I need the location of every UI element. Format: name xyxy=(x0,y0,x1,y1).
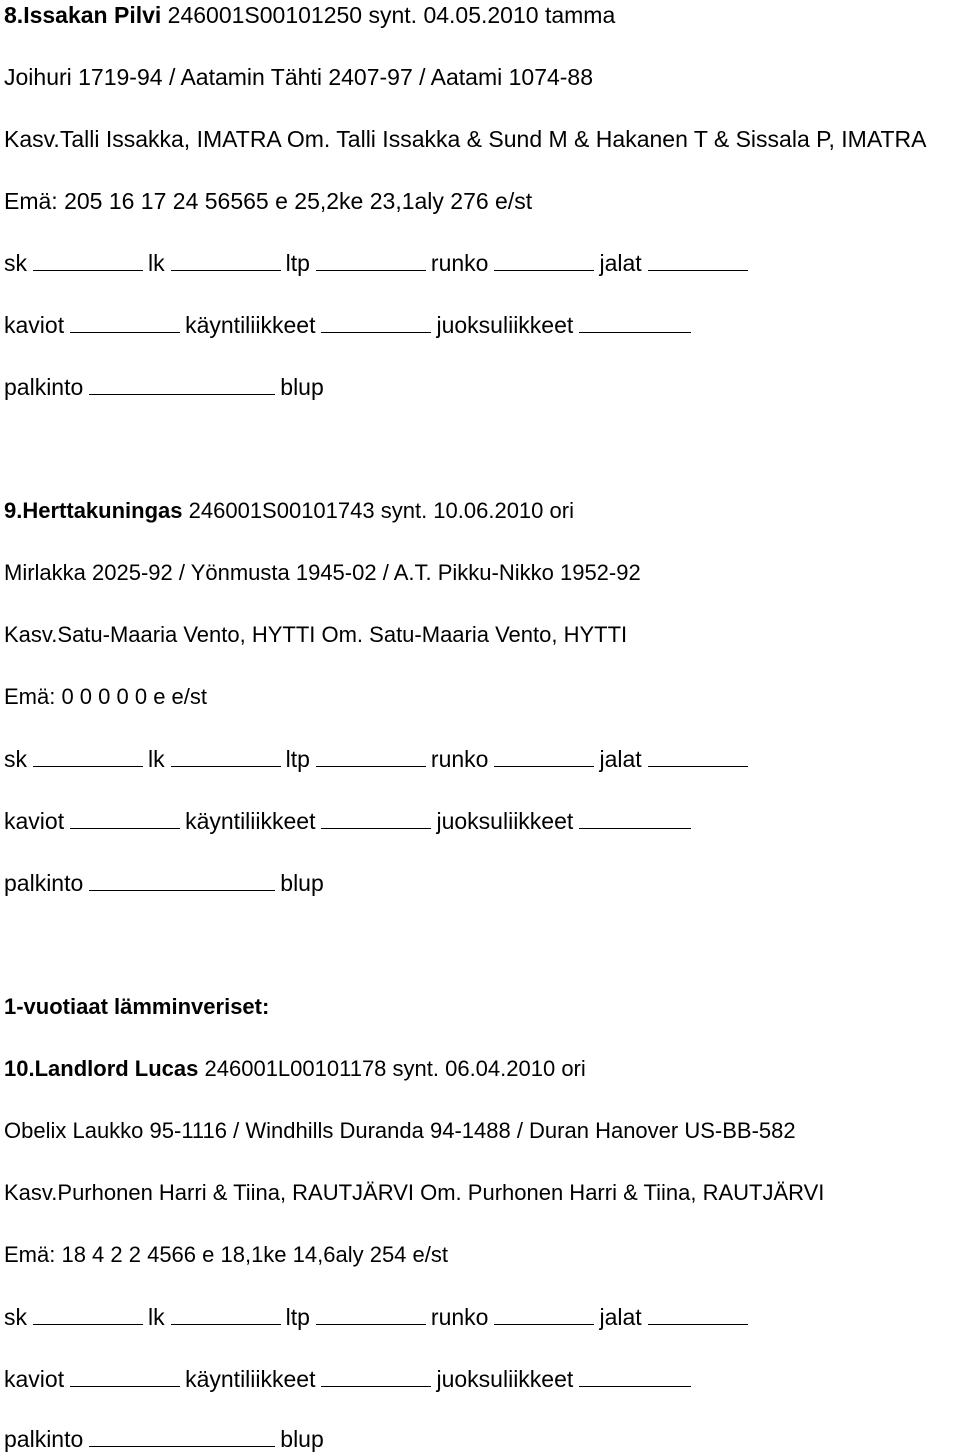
score-row-2 xyxy=(4,806,696,836)
dam-record: Emä: 205 16 17 24 56565 e 25,2ke 23,1aly 276 e/st xyxy=(4,188,533,214)
score-row-3 xyxy=(4,1424,324,1454)
horse-name: Issakan Pilvi xyxy=(23,2,162,28)
pedigree: Joihuri 1719-94 / Aatamin Tähti 2407-97 / Aatami 1074-88 xyxy=(4,64,594,90)
pedigree: Mirlakka 2025-92 / Yönmusta 1945-02 / A.T. Pikku-Nikko 1952-92 xyxy=(4,560,641,585)
sk-field[interactable] xyxy=(33,765,143,767)
entry-header xyxy=(4,1054,586,1084)
entry-header xyxy=(4,0,615,30)
sk-field[interactable] xyxy=(33,269,143,271)
ltp-label: ltp xyxy=(285,250,310,276)
pedigree: Obelix Laukko 95-1116 / Windhills Duranda 94-1488 / Duran Hanover US-BB-582 xyxy=(4,1118,796,1143)
kayntiliikkeet-field[interactable] xyxy=(321,827,431,829)
ltp-field[interactable] xyxy=(316,1323,426,1325)
kayntiliikkeet-label: käyntiliikkeet xyxy=(185,1366,316,1392)
palkinto-field[interactable] xyxy=(89,1445,275,1447)
runko-label: runko xyxy=(430,746,489,772)
palkinto-field[interactable] xyxy=(89,393,275,395)
lk-label: lk xyxy=(148,1304,165,1330)
kayntiliikkeet-field[interactable] xyxy=(321,1385,431,1387)
runko-field[interactable] xyxy=(494,765,594,767)
palkinto-field[interactable] xyxy=(89,889,275,891)
lk-label: lk xyxy=(148,250,165,276)
kayntiliikkeet-field[interactable] xyxy=(321,331,431,333)
jalat-field[interactable] xyxy=(648,269,748,271)
breeder-owner: Kasv.Purhonen Harri & Tiina, RAUTJÄRVI Om. Purhonen Harri & Tiina, RAUTJÄRVI xyxy=(4,1180,825,1205)
horse-info: 246001L00101178 synt. 06.04.2010 ori xyxy=(204,1056,586,1081)
score-row-1 xyxy=(4,1302,753,1332)
blup-label: blup xyxy=(280,870,324,896)
score-row-2 xyxy=(4,310,696,340)
dam-record: Emä: 18 4 2 2 4566 e 18,1ke 14,6aly 254 e/st xyxy=(4,1242,448,1267)
runko-label: runko xyxy=(430,1304,489,1330)
lk-field[interactable] xyxy=(171,765,281,767)
juoksuliikkeet-label: juoksuliikkeet xyxy=(436,312,574,338)
score-row-2 xyxy=(4,1364,696,1394)
juoksuliikkeet-field[interactable] xyxy=(579,331,691,333)
kayntiliikkeet-label: käyntiliikkeet xyxy=(185,312,316,338)
palkinto-label: palkinto xyxy=(4,870,84,896)
palkinto-label: palkinto xyxy=(4,374,84,400)
horse-name: Herttakuningas xyxy=(22,498,183,523)
score-row-3 xyxy=(4,868,324,898)
juoksuliikkeet-label: juoksuliikkeet xyxy=(436,1366,574,1392)
ltp-label: ltp xyxy=(285,1304,310,1330)
sk-label: sk xyxy=(4,746,27,772)
horse-info: 246001S00101743 synt. 10.06.2010 ori xyxy=(188,498,574,523)
jalat-label: jalat xyxy=(599,250,642,276)
kaviot-label: kaviot xyxy=(4,808,65,834)
juoksuliikkeet-field[interactable] xyxy=(579,827,691,829)
kaviot-field[interactable] xyxy=(70,331,180,333)
lk-field[interactable] xyxy=(171,1323,281,1325)
palkinto-label: palkinto xyxy=(4,1426,84,1452)
score-row-1 xyxy=(4,248,753,278)
score-row-3 xyxy=(4,372,324,402)
juoksuliikkeet-field[interactable] xyxy=(579,1385,691,1387)
entry-number: 8. xyxy=(4,2,24,28)
ltp-label: ltp xyxy=(285,746,310,772)
kayntiliikkeet-label: käyntiliikkeet xyxy=(185,808,316,834)
breeder-owner: Kasv.Talli Issakka, IMATRA Om. Talli Issakka & Sund M & Hakanen T & Sissala P, IMATRA xyxy=(4,126,927,152)
kaviot-field[interactable] xyxy=(70,1385,180,1387)
score-row-1 xyxy=(4,744,753,774)
sk-field[interactable] xyxy=(33,1323,143,1325)
runko-field[interactable] xyxy=(494,1323,594,1325)
horse-name: Landlord Lucas xyxy=(34,1056,199,1081)
lk-field[interactable] xyxy=(171,269,281,271)
juoksuliikkeet-label: juoksuliikkeet xyxy=(436,808,574,834)
entry-header xyxy=(4,496,574,526)
ltp-field[interactable] xyxy=(316,269,426,271)
ltp-field[interactable] xyxy=(316,765,426,767)
breeder-owner: Kasv.Satu-Maaria Vento, HYTTI Om. Satu-Maaria Vento, HYTTI xyxy=(4,622,628,647)
jalat-field[interactable] xyxy=(648,1323,748,1325)
runko-field[interactable] xyxy=(494,269,594,271)
lk-label: lk xyxy=(148,746,165,772)
runko-label: runko xyxy=(430,250,489,276)
jalat-label: jalat xyxy=(599,1304,642,1330)
kaviot-label: kaviot xyxy=(4,312,65,338)
blup-label: blup xyxy=(280,1426,324,1452)
blup-label: blup xyxy=(280,374,324,400)
dam-record: Emä: 0 0 0 0 0 e e/st xyxy=(4,684,208,709)
sk-label: sk xyxy=(4,250,27,276)
jalat-field[interactable] xyxy=(648,765,748,767)
sk-label: sk xyxy=(4,1304,27,1330)
section-heading: 1-vuotiaat lämminveriset: xyxy=(4,994,270,1019)
horse-info: 246001S00101250 synt. 04.05.2010 tamma xyxy=(167,2,616,28)
kaviot-field[interactable] xyxy=(70,827,180,829)
jalat-label: jalat xyxy=(599,746,642,772)
kaviot-label: kaviot xyxy=(4,1366,65,1392)
entry-number: 10. xyxy=(4,1056,35,1081)
entry-number: 9. xyxy=(4,498,23,523)
